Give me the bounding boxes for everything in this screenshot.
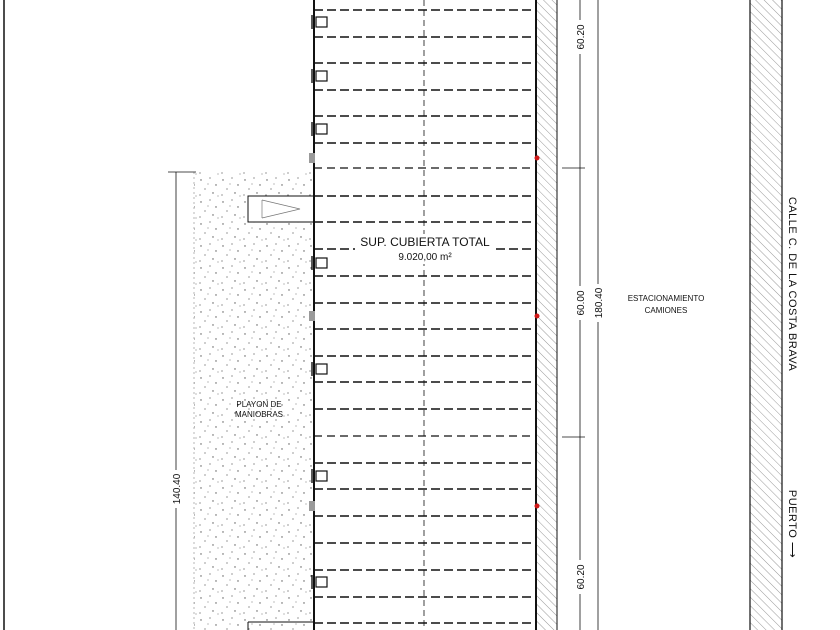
dimension-middle-text: 60.00 — [576, 290, 587, 316]
maneuver-yard-label-line1: PLAYON DE — [236, 400, 282, 409]
column-marker-right — [535, 156, 540, 161]
loading-dock-top — [248, 196, 314, 222]
covered-area-value: 9.020,00 m² — [398, 252, 452, 263]
column-marker-left — [309, 311, 315, 321]
street-direction-label: PUERTO ⟶ — [786, 489, 798, 559]
roof-truss-lines — [314, 10, 536, 623]
dock-door — [316, 577, 327, 587]
dimension-total-text: 180.40 — [594, 287, 605, 319]
dimension-bottom-text: 60.20 — [576, 564, 587, 590]
warehouse-hatched-strip — [537, 0, 557, 630]
dock-door — [316, 71, 327, 81]
dimension-yard — [168, 172, 196, 630]
dimension-top-text: 60.20 — [576, 24, 587, 50]
dock-door — [316, 471, 327, 481]
column-marker-left — [309, 501, 315, 511]
column-marker-right — [535, 504, 540, 509]
truck-parking-label-line1: ESTACIONAMIENTO — [627, 294, 705, 303]
dock-door — [316, 124, 327, 134]
dock-door — [316, 364, 327, 374]
dimension-yard-text: 140.40 — [172, 473, 183, 505]
column-marker-right — [535, 314, 540, 319]
column-marker-left — [309, 153, 315, 163]
maneuver-yard-label-line2: MANIOBRAS — [234, 410, 284, 419]
covered-area-label: SUP. CUBIERTA TOTAL — [360, 235, 490, 249]
dock-door — [316, 17, 327, 27]
street-name-label: CALLE C. DE LA COSTA BRAVA — [786, 196, 798, 372]
truck-parking-label-line2: CAMIONES — [644, 306, 688, 315]
street-sidewalk-hatch — [750, 0, 782, 630]
dock-door — [316, 258, 327, 268]
